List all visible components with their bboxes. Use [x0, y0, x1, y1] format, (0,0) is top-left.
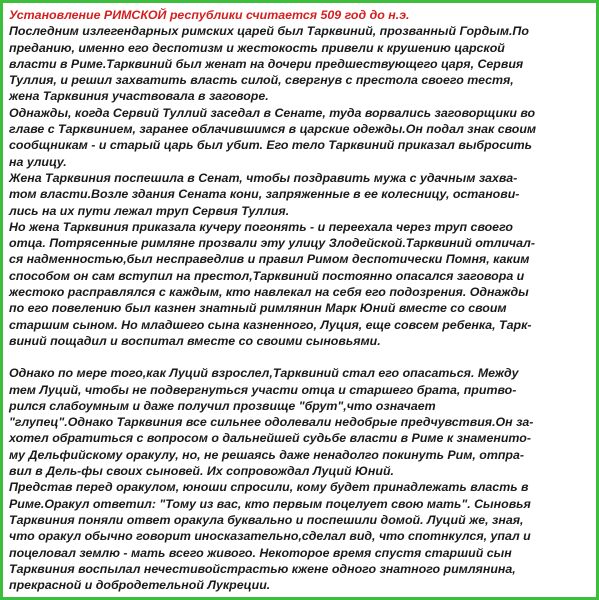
text-line: главе с Тарквинием, заранее облачившимся в царские одежды.Он подал знак своим	[9, 122, 537, 137]
document-text	[9, 7, 597, 593]
text-line: Представ перед оракулом, юноши спросили, кому будет принадлежать власть в	[9, 480, 529, 495]
text-line: жена Тарквиния участвовала в заговоре.	[9, 89, 269, 104]
text-line: прекрасной и добродетельной Лукреции.	[9, 578, 271, 593]
text-line: на улицу.	[9, 154, 67, 169]
paragraph-1	[9, 23, 597, 349]
text-line: способом он сам вступил на престол,Тарквиний постоянно опасался заговора и	[9, 268, 525, 283]
text-line: лись на их пути лежал труп Сервия Туллия.	[9, 203, 290, 218]
text-line: тем Луций, чтобы не подвергнуться участи отца и старшего брата, притво-	[9, 382, 517, 397]
text-line: Последним излегендарных римских царей был Тарквиний, прозванный Гордым.По	[9, 24, 529, 39]
document-title: Установление РИМСКОЙ республики считается 509 год до н.э.	[9, 8, 410, 22]
text-line: что оракул обычно говорит иносказательно,сделал вид, что спотнкулся, упал и	[9, 529, 531, 544]
text-line: Жена Тарквиния поспешила в Сенат, чтобы поздравить мужа с удачным захва-	[9, 170, 518, 185]
text-line: му Дельфийскому оракулу, но, не решаясь даже ненадолго покинуть Рим, отпра-	[9, 447, 525, 462]
text-line: Туллия, и решил захватить власть силой, свергнув с престола своего тестя,	[9, 73, 514, 88]
text-line: "глупец".Однако Тарквиния все сильнее одолевали недобрые предчувствия.Он за-	[9, 415, 534, 430]
text-line: Тарквиния воспылал нечестивойстрастью кжене одного знатного римлянина,	[9, 561, 516, 576]
text-line: отца. Потрясенные римляне прозвали эту улицу Злодейской.Тарквиний отличал-	[9, 236, 536, 251]
text-line: Однажды, когда Сервий Туллий заседал в Сенате, туда ворвались заговорщики во	[9, 105, 536, 120]
text-line: власти в Риме.Тарквиний был женат на дочери предшествующего царя, Сервия	[9, 56, 524, 71]
text-line: поцеловал землю - мать всего живого. Некоторое время спустя старший сын	[9, 545, 512, 560]
paragraph-gap	[9, 349, 597, 365]
text-line: Однако по мере того,как Луций взрослел,Тарквиний стал его опасаться. Между	[9, 366, 519, 381]
text-line: виний пощадил и воспитал вместе со своими сыновьями.	[9, 333, 381, 348]
text-line: Но жена Тарквиния приказала кучеру погонять - и переехала через труп своего	[9, 219, 513, 234]
paragraph-2	[9, 365, 597, 593]
text-line: хотел обратиться с вопросом о дальнейшей судьбе власти в Риме к знаменито-	[9, 431, 531, 446]
text-line: Тарквиния поняли ответ оракула буквально и поспешили домой. Луций же, зная,	[9, 512, 524, 527]
text-line: ся надменностью,был несправедлив и правил Римом деспотически Помня, каким	[9, 252, 530, 267]
text-line: жестоко расправлялся с каждым, кто навлекал на себя его подозрения. Однажды	[9, 285, 529, 300]
text-line: вил в Дель-фы своих сыновей. Их сопровождал Луций Юний.	[9, 464, 394, 479]
text-line: том власти.Возле здания Сената кони, запряженные в ее колесницу, останови-	[9, 187, 520, 202]
text-line: преданию, именно его деспотизм и жестокость привели к крушению царской	[9, 40, 505, 55]
text-line: рился слабоумным и даже получил прозвище "брут",что означает	[9, 398, 436, 413]
text-line: сообщникам - и старый царь был убит. Его тело Тарквиний приказал выбросить	[9, 138, 533, 153]
text-line: старшим сыном. Но младшего сына казненного, Луция, еще совсем ребенка, Тарк-	[9, 317, 532, 332]
text-line: по его повелению был казнен знатный римлянин Марк Юний вместе со своим	[9, 301, 507, 316]
text-line: Риме.Оракул ответил: "Тому из вас, кто первым поцелует свою мать". Сыновья	[9, 496, 531, 511]
